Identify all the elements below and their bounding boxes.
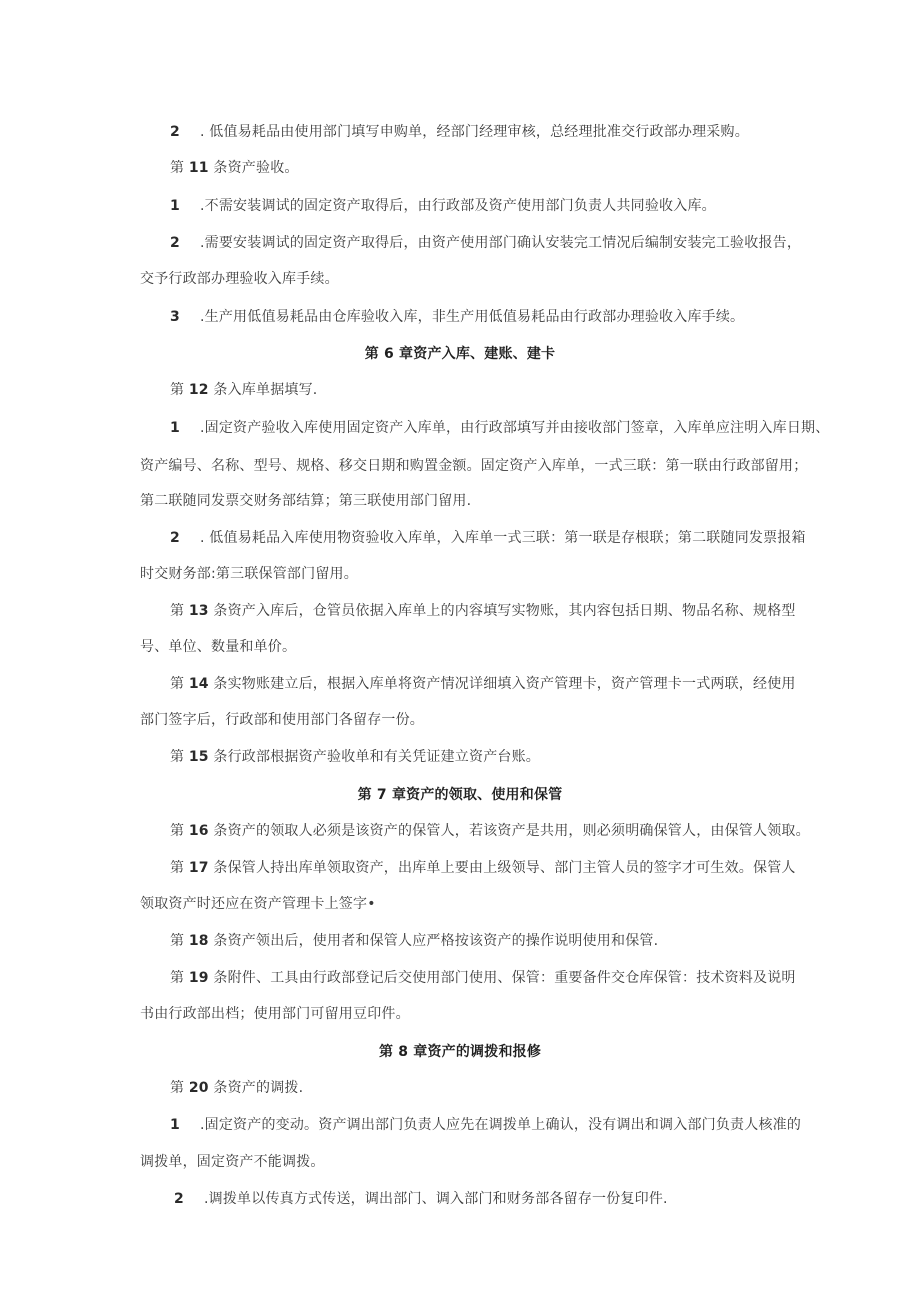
article-prefix: 第 — [170, 603, 185, 619]
item-number: 3 — [170, 309, 180, 325]
article-prefix: 第 — [170, 382, 185, 398]
item-number: 2 — [170, 530, 180, 546]
article-18 — [170, 931, 658, 951]
chapter-title: 章资产的领取、使用和保管 — [391, 787, 563, 803]
chapter-8-heading — [0, 1042, 920, 1062]
list-item-1-fixed-asset-entry — [170, 418, 829, 438]
item-text: . 低值易耗品入库使用物资验收入库单，入库单一式三联：第一联是存根联；第二联随同发票报箱 — [200, 530, 806, 546]
article-19 — [170, 968, 796, 988]
list-item-3-consumables — [170, 307, 744, 327]
paragraph-continuation: 号、单位、数量和单价。 — [140, 639, 297, 655]
list-item-1-acceptance — [170, 196, 716, 216]
article-16 — [170, 821, 810, 841]
article-text: 条资产的调拨. — [213, 1080, 304, 1096]
article-text: 条资产入库后，仓管员依据入库单上的内容填写实物账，其内容包括日期、物品名称、规格型 — [213, 603, 796, 619]
item-number: 2 — [174, 1191, 184, 1207]
item-text: .生产用低值易耗品由仓库验收入库，非生产用低值易耗品由行政部办理验收入库手续。 — [200, 309, 745, 325]
paragraph-continuation: 领取资产时还应在资产管理卡上签字• — [140, 896, 376, 912]
chapter-7-heading — [0, 785, 920, 805]
article-15 — [170, 747, 540, 767]
article-number: 18 — [188, 933, 209, 949]
item-text: .固定资产验收入库使用固定资产入库单，由行政部填写并由接收部门签章，入库单应注明入库日期、 — [200, 420, 830, 436]
chapter-prefix: 第 — [364, 346, 379, 362]
item-text: .固定资产的变动。资产调出部门负责人应先在调拨单上确认，没有调出和调入部门负责人核准的 — [200, 1117, 802, 1133]
article-20 — [170, 1078, 303, 1098]
article-prefix: 第 — [170, 1080, 185, 1096]
article-number: 17 — [188, 860, 209, 876]
article-prefix: 第 — [170, 970, 185, 986]
paragraph-continuation: 第二联随同发票交财务部结算；第三联使用部门留用. — [140, 493, 472, 509]
list-item-2-consumable-entry — [170, 528, 806, 548]
article-13 — [170, 601, 796, 621]
article-prefix: 第 — [170, 749, 185, 765]
item-number: 1 — [170, 420, 180, 436]
paragraph-continuation: 部门签字后，行政部和使用部门各留存一份。 — [140, 712, 424, 728]
item-number: 1 — [170, 1117, 180, 1133]
article-text: 条实物账建立后，根据入库单将资产情况详细填入资产管理卡，资产管理卡一式两联，经使用 — [213, 676, 796, 692]
paragraph-continuation: 交予行政部办理验收入库手续。 — [140, 271, 339, 287]
article-number: 11 — [188, 160, 209, 176]
article-17 — [170, 858, 796, 878]
chapter-prefix: 第 — [357, 787, 372, 803]
article-prefix: 第 — [170, 823, 185, 839]
article-11 — [170, 158, 299, 178]
article-text: 条附件、工具由行政部登记后交使用部门使用、保管：重要备件交仓库保管：技术资料及说明 — [213, 970, 796, 986]
article-prefix: 第 — [170, 160, 185, 176]
article-text: 条入库单据填写. — [213, 382, 318, 398]
chapter-title: 章资产的调拨和报修 — [413, 1044, 542, 1060]
article-14 — [170, 674, 796, 694]
chapter-number: 6 — [384, 346, 394, 362]
article-prefix: 第 — [170, 860, 185, 876]
chapter-number: 8 — [398, 1044, 409, 1060]
item-text: .不需安装调试的固定资产取得后，由行政部及资产使用部门负责人共同验收入库。 — [200, 198, 716, 214]
chapter-title: 章资产入库、建账、建卡 — [399, 346, 556, 362]
article-number: 20 — [188, 1080, 209, 1096]
item-text: .需要安装调试的固定资产取得后，由资产使用部门确认安装完工情况后编制安装完工验收报告， — [200, 235, 802, 251]
list-item-1-transfer — [170, 1115, 801, 1135]
item-number: 2 — [170, 235, 180, 251]
item-text: .调拨单以传真方式传送，调出部门、调入部门和财务部各留存一份复印件. — [204, 1191, 668, 1207]
article-text: 条保管人持出库单领取资产，出库单上要由上级领导、部门主管人员的签字才可生效。保管人 — [213, 860, 796, 876]
article-number: 13 — [188, 603, 209, 619]
paragraph-continuation: 时交财务部:第三联保管部门留用。 — [140, 566, 358, 582]
list-item-2-fax — [174, 1189, 668, 1209]
paragraph-continuation: 调拨单，固定资产不能调拨。 — [140, 1154, 325, 1170]
article-number: 19 — [188, 970, 209, 986]
article-12 — [170, 380, 317, 400]
article-text: 条资产验收。 — [213, 160, 299, 176]
article-number: 15 — [188, 749, 209, 765]
article-text: 条行政部根据资产验收单和有关凭证建立资产台账。 — [213, 749, 541, 765]
article-number: 16 — [188, 823, 209, 839]
item-text: . 低值易耗品由使用部门填写申购单，经部门经理审核，总经理批准交行政部办理采购。 — [200, 124, 749, 140]
item-number: 1 — [170, 198, 180, 214]
article-text: 条资产领出后，使用者和保管人应严格按该资产的操作说明使用和保管. — [213, 933, 659, 949]
article-number: 12 — [188, 382, 209, 398]
paragraph-continuation: 资产编号、名称、型号、规格、移交日期和购置金额。固定资产入库单，一式三联：第一联由行政部留用； — [140, 458, 808, 474]
list-item-2-requisition — [170, 122, 749, 142]
list-item-2-installation — [170, 233, 801, 253]
article-prefix: 第 — [170, 933, 185, 949]
article-number: 14 — [188, 676, 209, 692]
chapter-number: 7 — [376, 787, 387, 803]
chapter-6-heading — [0, 344, 920, 364]
paragraph-continuation: 书由行政部出档；使用部门可留用豆印件。 — [140, 1006, 410, 1022]
chapter-prefix: 第 — [378, 1044, 394, 1060]
item-number: 2 — [170, 124, 180, 140]
article-text: 条资产的领取人必须是该资产的保管人，若该资产是共用，则必须明确保管人，由保管人领取。 — [213, 823, 810, 839]
article-prefix: 第 — [170, 676, 185, 692]
